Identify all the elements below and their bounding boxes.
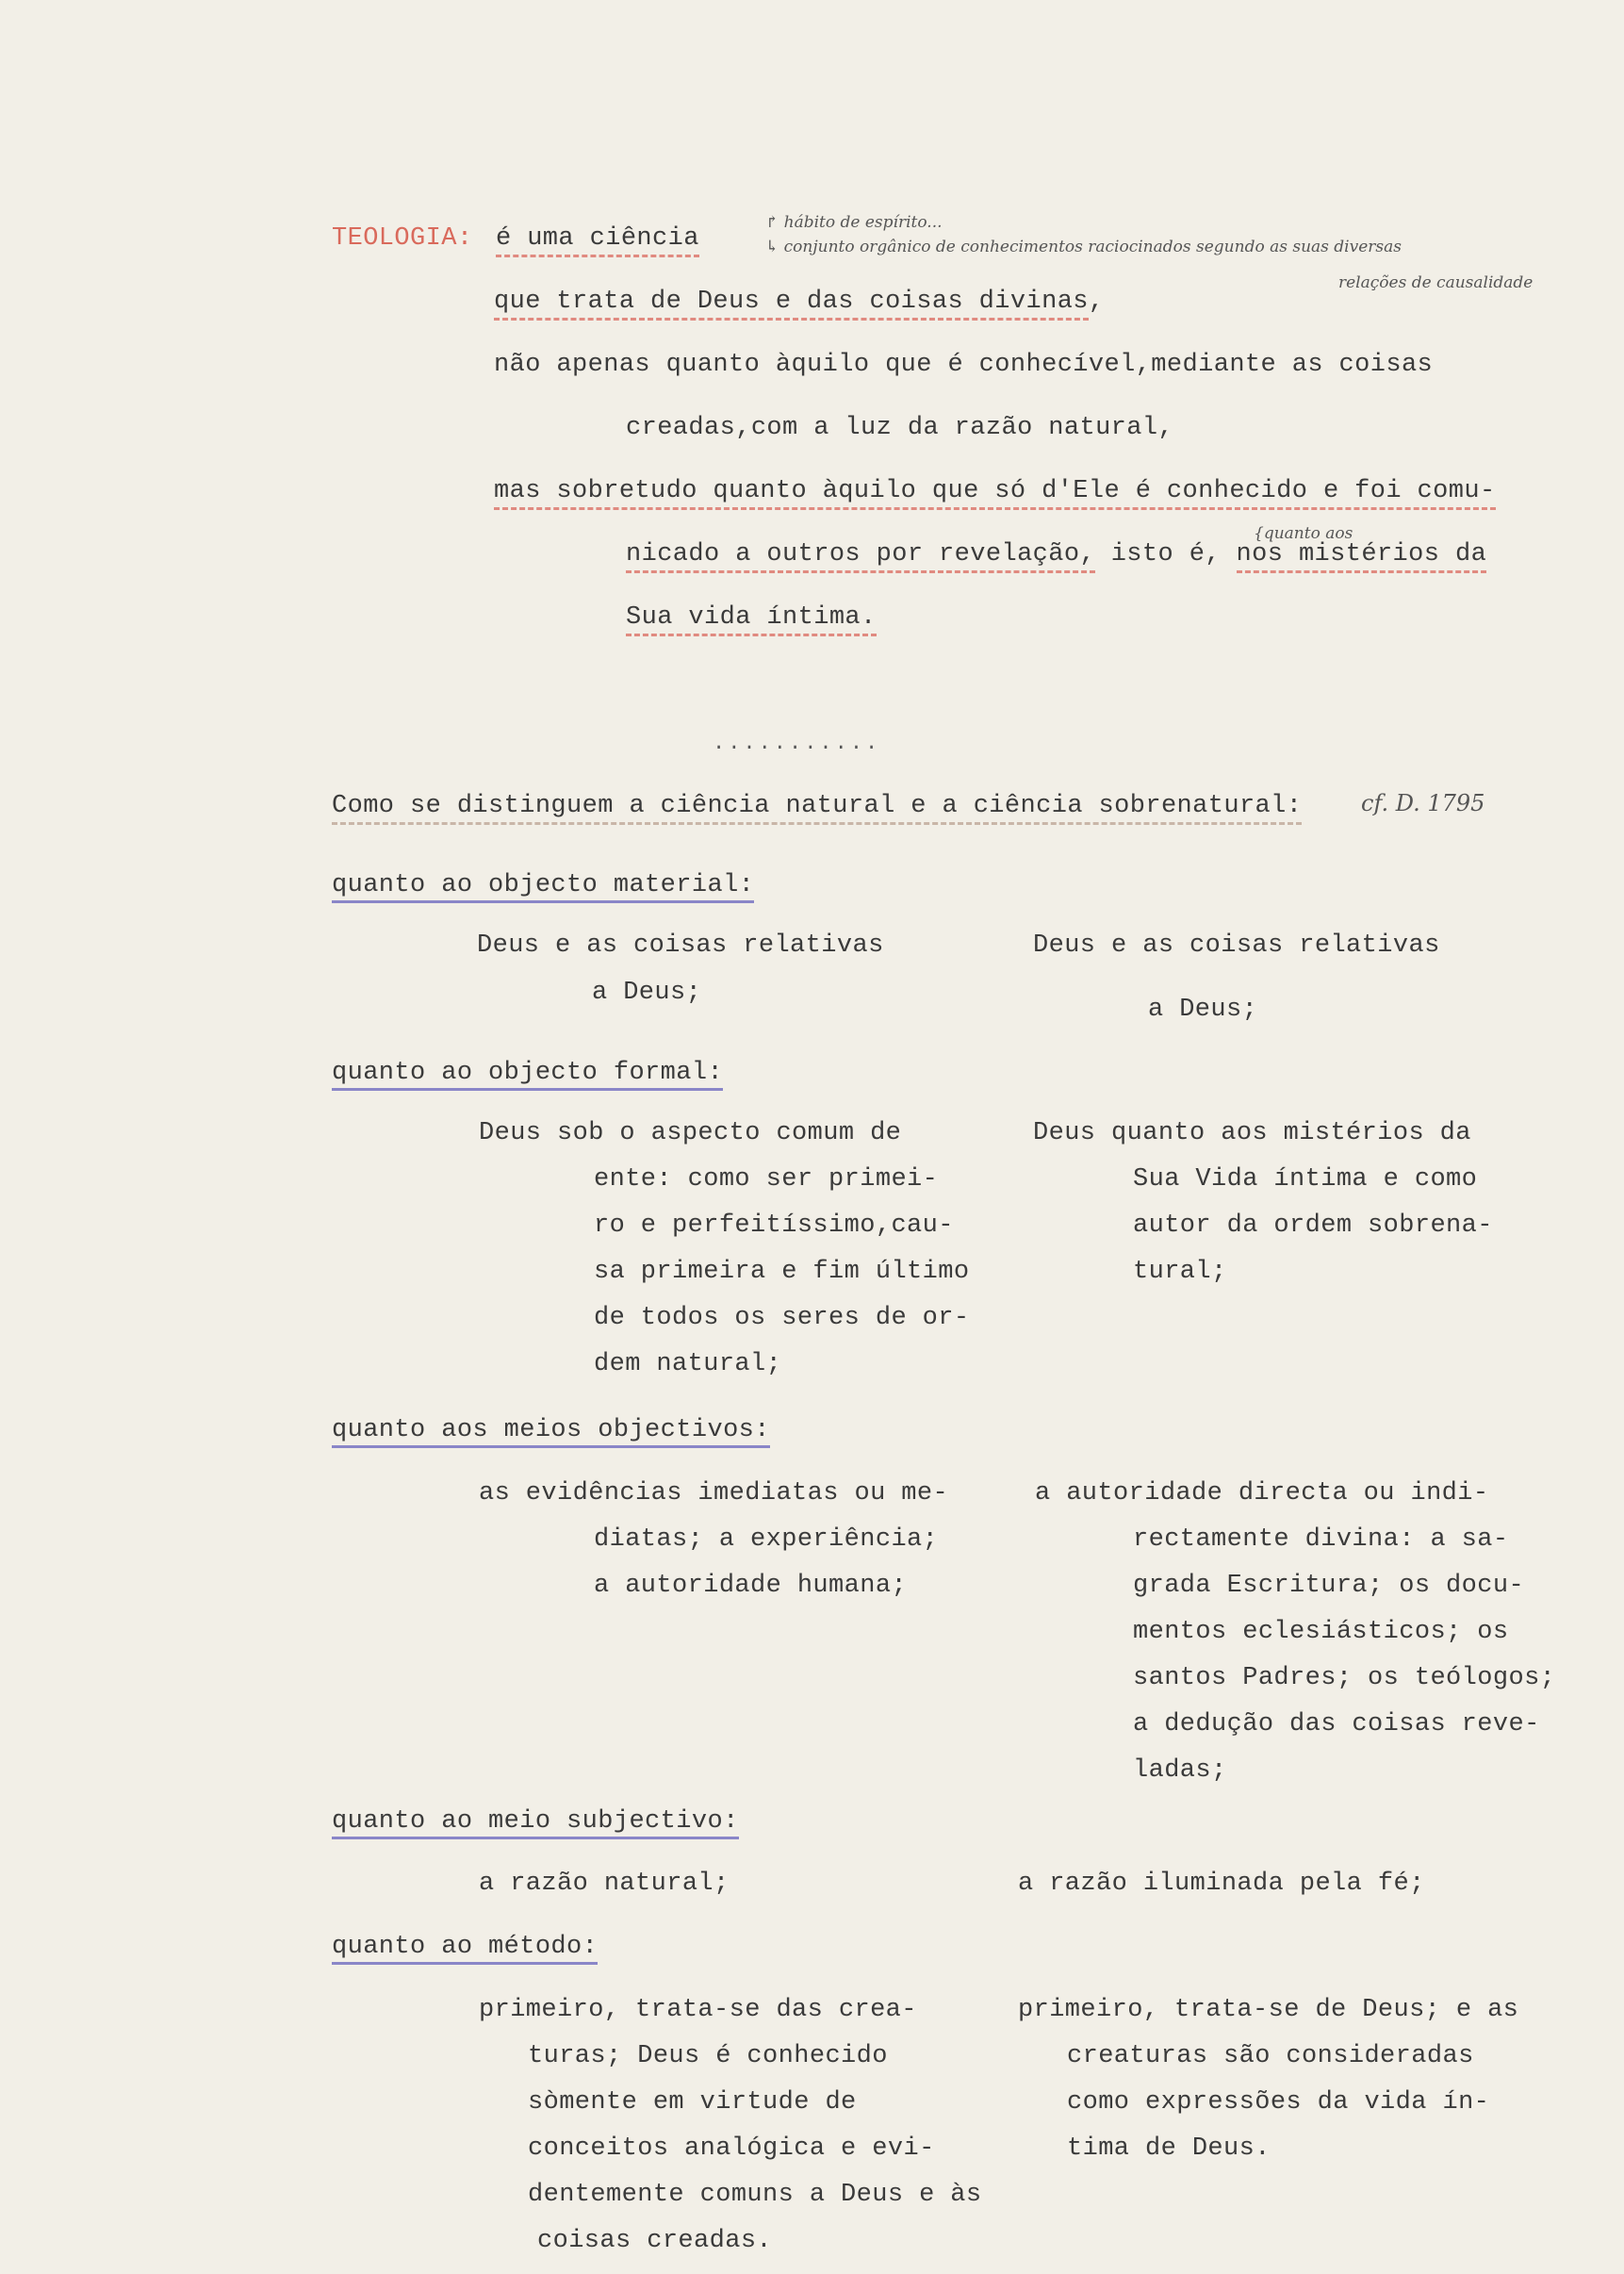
row-heading-material-text: quanto ao objecto material:	[332, 871, 754, 903]
row-heading-subjective-means-text: quanto ao meio subjectivo:	[332, 1807, 739, 1839]
natural-method-line-5: dentemente comuns a Deus e às	[528, 2181, 982, 2209]
supernatural-objective-line-4: mentos eclesiásticos; os	[1133, 1618, 1509, 1646]
row-heading-subjective-means	[332, 1805, 739, 1837]
definition-line-1-text: é uma ciência	[496, 224, 699, 257]
supernatural-method-line-2: creaturas são consideradas	[1067, 2042, 1474, 2070]
natural-method-line-4: conceitos analógica e evi-	[528, 2134, 935, 2163]
definition-line-6a: nicado a outros por revelação,	[626, 540, 1095, 573]
supernatural-objective-line-6: a dedução das coisas reve-	[1133, 1710, 1540, 1738]
row-heading-formal-text: quanto ao objecto formal:	[332, 1059, 723, 1091]
definition-line-5-text: mas sobretudo quanto àquilo que só d'Ele é conhecido e foi comu-	[494, 477, 1496, 510]
definition-line-1	[496, 222, 699, 255]
comparison-title	[332, 790, 1302, 822]
supernatural-objective-line-7: ladas;	[1133, 1756, 1227, 1785]
supernatural-formal-line-1: Deus quanto aos mistérios da	[1033, 1119, 1471, 1147]
handwritten-note-habit: ↱ hábito de espírito...	[765, 213, 943, 232]
row-heading-formal	[332, 1057, 723, 1089]
comparison-title-text: Como se distinguem a ciência natural e a ciência sobrenatural:	[332, 792, 1302, 825]
supernatural-subjective-line-1: a razão iluminada pela fé;	[1018, 1870, 1425, 1898]
definition-line-6	[626, 538, 1486, 570]
natural-formal-line-2: ente: como ser primei-	[594, 1165, 939, 1194]
supernatural-formal-line-3: autor da ordem sobrena-	[1133, 1211, 1493, 1240]
row-heading-method	[332, 1931, 598, 1963]
definition-comma: ,	[1088, 288, 1105, 316]
natural-method-line-1: primeiro, trata-se das crea-	[479, 1996, 917, 2024]
definition-line-2	[494, 286, 1105, 318]
natural-formal-line-3: ro e perfeitíssimo,cau-	[594, 1211, 954, 1240]
definition-line-6b: isto é,	[1110, 540, 1221, 568]
supernatural-formal-line-4: tural;	[1133, 1258, 1227, 1286]
natural-formal-line-6: dem natural;	[594, 1350, 782, 1378]
handwritten-note-organic: ↳ conjunto orgânico de conhecimentos raciocinados segundo as suas diversas	[765, 238, 1402, 256]
row-heading-material	[332, 869, 754, 901]
handwritten-note-quanto: {quanto aos	[1254, 524, 1353, 543]
definition-line-6c: nos mistérios da	[1237, 540, 1487, 573]
definition-line-3: não apenas quanto àquilo que é conhecível,mediante as coisas	[494, 351, 1434, 379]
definition-line-4: creadas,com a luz da razão natural,	[626, 414, 1174, 442]
supernatural-method-line-1: primeiro, trata-se de Deus; e as	[1018, 1996, 1519, 2024]
row-heading-method-text: quanto ao método:	[332, 1933, 598, 1965]
natural-objective-line-3: a autoridade humana;	[594, 1572, 908, 1600]
supernatural-objective-line-1: a autoridade directa ou indi-	[1035, 1479, 1489, 1508]
row-heading-objective-means-text: quanto aos meios objectivos:	[332, 1416, 770, 1448]
natural-objective-line-2: diatas; a experiência;	[594, 1525, 939, 1554]
natural-formal-line-4: sa primeira e fim último	[594, 1258, 970, 1286]
natural-objective-line-1: as evidências imediatas ou me-	[479, 1479, 949, 1508]
natural-formal-line-1: Deus sob o aspecto comum de	[479, 1119, 902, 1147]
definition-line-7	[626, 601, 877, 634]
natural-subjective-line-1: a razão natural;	[479, 1870, 730, 1898]
natural-material-line-2: a Deus;	[592, 979, 702, 1007]
definition-line-7-text: Sua vida íntima.	[626, 603, 877, 636]
definition-line-2-text: que trata de Deus e das coisas divinas	[494, 288, 1089, 321]
natural-method-line-2: turas; Deus é conhecido	[528, 2042, 888, 2070]
handwritten-reference: cf. D. 1795	[1361, 790, 1485, 816]
natural-method-line-3: sòmente em virtude de	[528, 2088, 857, 2117]
supernatural-material-line-1: Deus e as coisas relativas	[1033, 931, 1440, 960]
definition-line-5	[494, 475, 1496, 507]
supernatural-objective-line-5: santos Padres; os teólogos;	[1133, 1664, 1556, 1692]
theology-label: TEOLOGIA:	[332, 224, 473, 253]
natural-material-line-1: Deus e as coisas relativas	[477, 931, 884, 960]
supernatural-objective-line-2: rectamente divina: a sa-	[1133, 1525, 1509, 1554]
row-heading-objective-means	[332, 1414, 770, 1446]
handwritten-note-causality: relações de causalidade	[1338, 273, 1534, 292]
supernatural-method-line-3: como expressões da vida ín-	[1067, 2088, 1490, 2117]
supernatural-method-line-4: tima de Deus.	[1067, 2134, 1271, 2163]
supernatural-formal-line-2: Sua Vida íntima e como	[1133, 1165, 1478, 1194]
supernatural-objective-line-3: grada Escritura; os docu-	[1133, 1572, 1525, 1600]
dotted-separator: ...........	[713, 732, 881, 755]
supernatural-material-line-2: a Deus;	[1148, 996, 1258, 1024]
natural-formal-line-5: de todos os seres de or-	[594, 1304, 970, 1332]
natural-method-line-6: coisas creadas.	[537, 2227, 773, 2255]
